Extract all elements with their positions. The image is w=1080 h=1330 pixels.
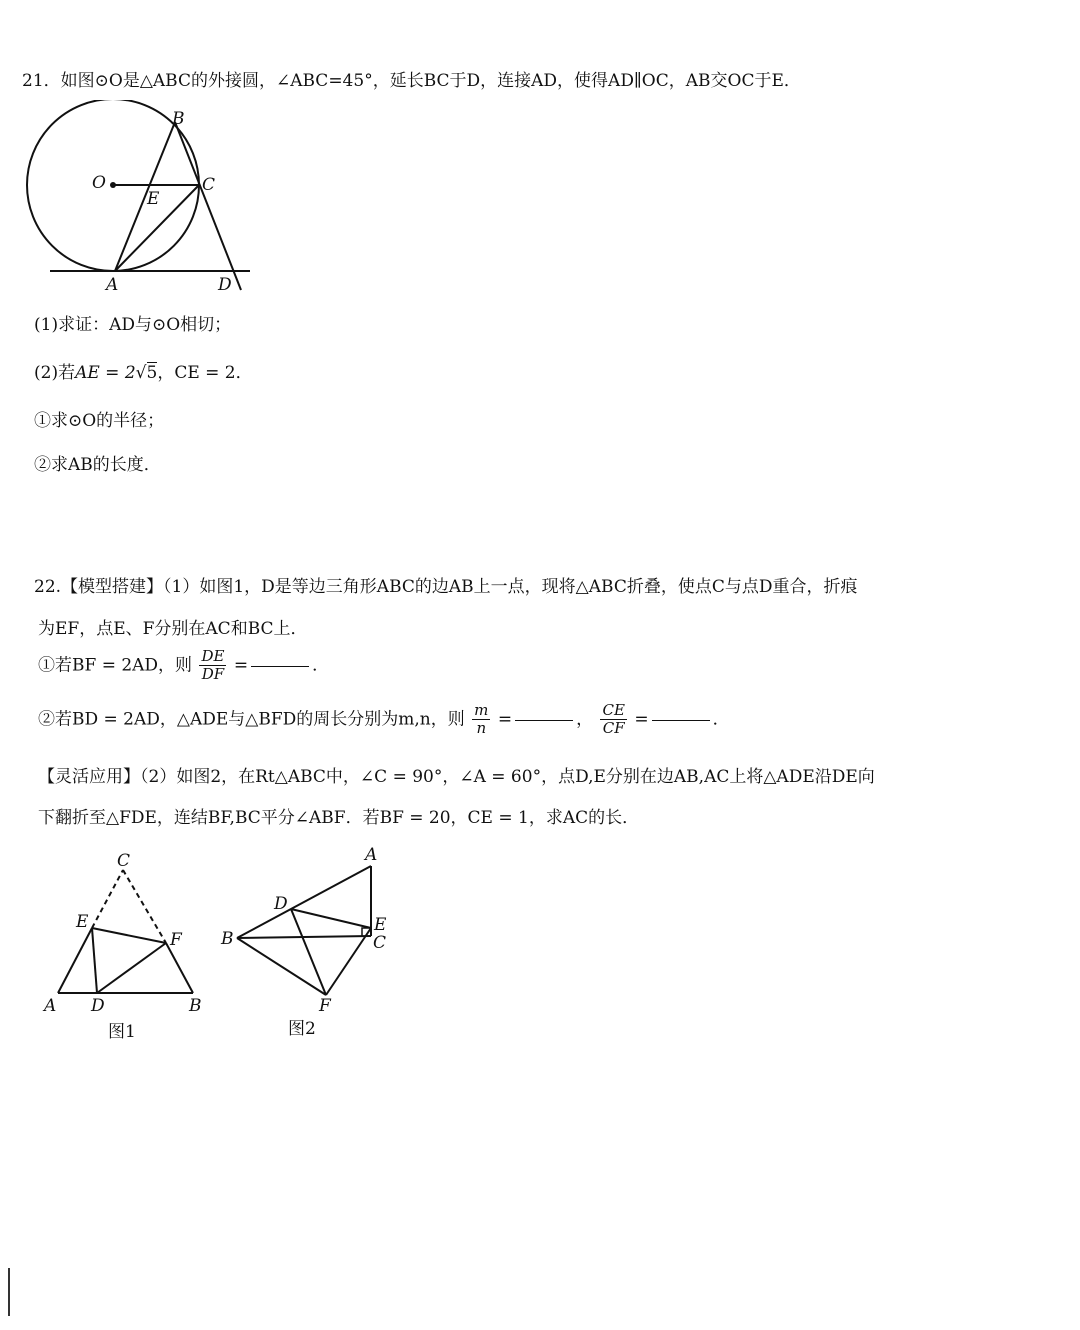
label-O: O [92,173,106,193]
label-F: F [170,930,182,950]
label-A: A [44,996,57,1016]
q22-line3: 【灵活应用】（2）如图2，在Rt△ABC中，∠C = 90°，∠A = 60°，点D,E分别在边AB,AC上将△ADE沿DE向 [38,767,875,787]
label-E: E [76,912,89,932]
q21-ce: ，CE = 2． [157,363,253,383]
label-A: A [106,275,119,295]
fraction-ce-cf: $\frac{CE}{CF}$ [602,701,625,738]
q21-part2 [34,358,253,383]
label-B: B [189,996,202,1016]
fraction-de-df: $\frac{DE}{DF}$ [201,647,225,684]
label-E: E [147,189,160,209]
answer-blank[interactable] [251,665,309,667]
q21-sub1: ①求⊙O的半径； [34,411,165,431]
label-B: B [172,109,185,129]
fraction-m-n: $\frac{m}{n}$ [474,701,489,738]
q21-sub2: ②求AB的长度． [34,455,161,475]
q22-figure1 [40,848,220,1048]
q21-figure [20,100,270,300]
q21-stem: 21．如图⊙O是△ABC的外接圆，∠ABC=45°，延长BC于D，连接AD，使得AD∥OC，AB交OC于E． [22,71,801,91]
sqrt-symbol: √ [135,363,147,383]
q22-sub1-prefix: ①若BF = 2AD，则 [38,655,193,676]
answer-blank[interactable] [515,719,573,721]
label-A: A [365,845,378,865]
label-D: D [91,996,105,1016]
q21-part2-prefix: (2)若 [34,363,76,383]
label-C: C [373,933,387,953]
label-F: F [319,996,331,1016]
q21-ae: AE = 2 [75,363,136,383]
q22-line1: 22.【模型搭建】（1）如图1，D是等边三角形ABC的边AB上一点，现将△ABC折叠，使点C与点D重合，折痕 [34,577,858,597]
q21-radicand: 5 [146,363,158,383]
q22-figure2 [215,840,405,1045]
label-B: B [221,929,234,949]
q22-sub1: ①若BF = 2AD，则 $\frac{DE}{DF}$ = ． [38,647,330,684]
label-E: E [374,915,387,935]
q22-line4: 下翻折至△FDE，连结BF,BC平分∠ABF．若BF = 20，CE = 1，求AC的长． [38,808,640,828]
q22-line2: 为EF，点E、F分别在AC和BC上． [38,619,308,639]
q22-sub2: ②若BD = 2AD，△ADE与△BFD的周长分别为m,n，则 $\frac{m}{n}$ = ， $\frac{CE}{CF}$ = ． [38,701,730,738]
answer-blank[interactable] [652,719,710,721]
label-D: D [218,275,232,295]
q22-sub2-prefix: ②若BD = 2AD，△ADE与△BFD的周长分别为m,n，则 [38,709,465,730]
scan-edge-mark [8,1268,10,1316]
figure2-caption: 图2 [288,1019,316,1039]
q21-part1: (1)求证：AD与⊙O相切； [34,315,232,335]
label-C: C [202,175,216,195]
label-D: D [274,894,288,914]
figure1-caption: 图1 [108,1022,136,1042]
label-C: C [117,851,131,871]
